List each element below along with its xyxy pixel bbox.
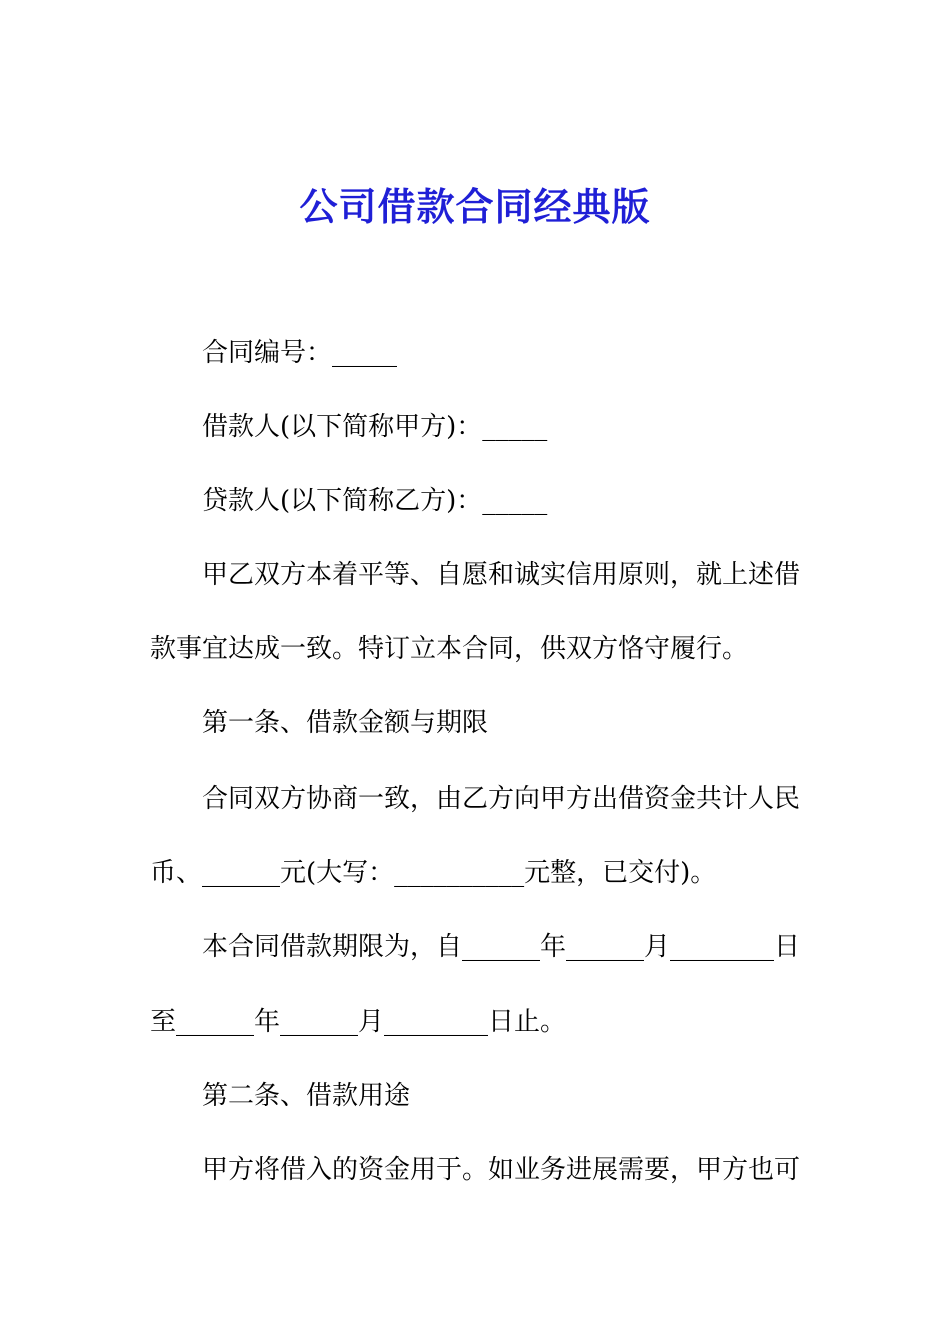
contract-number-line: 合同编号：_____ [202, 338, 398, 368]
lender-line: 贷款人(以下简称乙方)：_____ [202, 486, 548, 516]
borrower-line: 借款人(以下简称甲方)：_____ [202, 412, 548, 442]
document-title: 公司借款合同经典版 [299, 185, 651, 229]
article-1-text-line-1: 合同双方协商一致，由乙方向甲方出借资金共计人民 [202, 784, 801, 814]
article-1-heading: 第一条、借款金额与期限 [202, 708, 489, 738]
preamble-line-1: 甲乙双方本着平等、自愿和诚实信用原则，就上述借 [202, 560, 801, 590]
loan-term-line-2: 至______年______月________日止。 [150, 1007, 567, 1037]
article-2-text-line-1: 甲方将借入的资金用于。如业务进展需要，甲方也可 [202, 1155, 801, 1185]
preamble-line-2: 款事宜达成一致。特订立本合同，供双方恪守履行。 [150, 634, 749, 664]
article-1-text-line-2: 币、______元(大写：__________元整，已交付)。 [150, 858, 717, 888]
article-2-heading: 第二条、借款用途 [202, 1081, 411, 1111]
loan-term-line-1: 本合同借款期限为，自______年______月________日 [202, 932, 801, 962]
